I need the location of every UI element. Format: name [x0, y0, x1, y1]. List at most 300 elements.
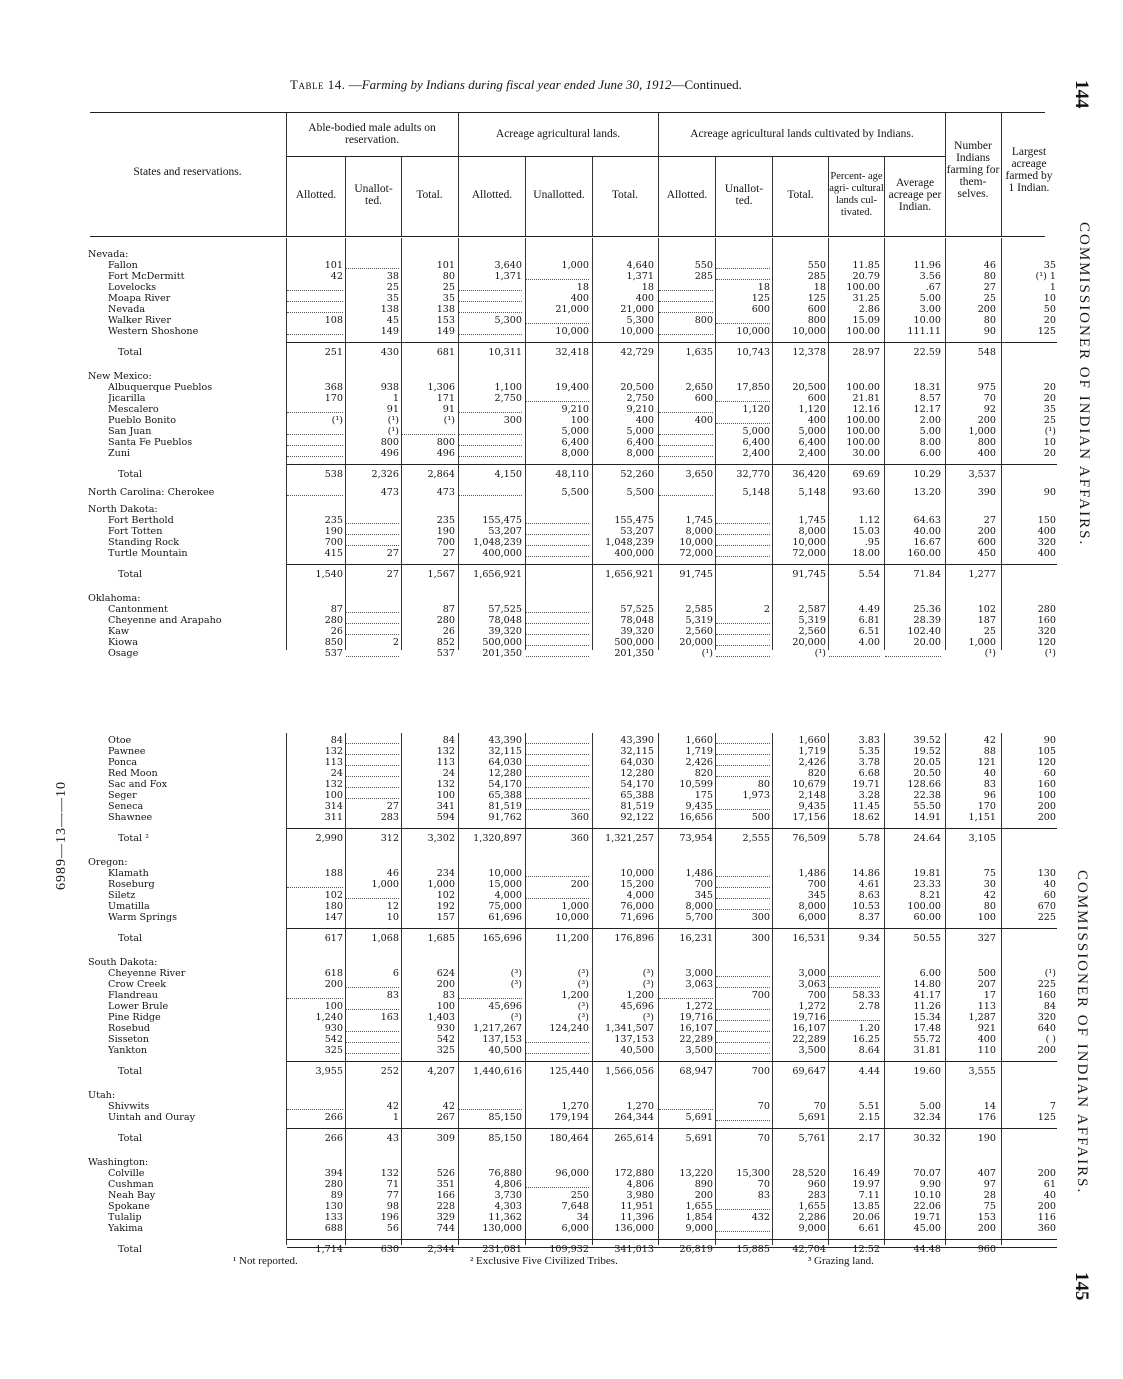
- table-cell: [346, 757, 399, 766]
- table-cell: 8.37: [858, 912, 880, 923]
- table-cell: [459, 282, 522, 291]
- table-cell: 1,000: [968, 426, 996, 437]
- table-cell: 40: [1043, 1190, 1056, 1201]
- table-cell: 100: [1037, 790, 1056, 801]
- table-cell: 594: [436, 812, 455, 823]
- table-cell: 80: [983, 271, 996, 282]
- table-cell: 108: [324, 315, 343, 326]
- table-cell: 53,207: [620, 526, 654, 537]
- table-cell: 200: [1037, 801, 1056, 812]
- table-cell: 149: [380, 326, 399, 337]
- table-cell: 820: [694, 768, 713, 779]
- row-label: Western Shoshone: [108, 326, 199, 337]
- table-row: [0, 1223, 1123, 1234]
- table-cell: 25: [983, 626, 996, 637]
- table-cell: 132: [436, 779, 455, 790]
- row-label: South Dakota:: [88, 957, 158, 968]
- table-cell: 42: [330, 271, 343, 282]
- table-cell: 48,110: [555, 469, 589, 480]
- table-cell: 351: [436, 1179, 455, 1190]
- row-label: Lower Brule: [108, 1001, 169, 1012]
- table-cell: [659, 990, 713, 999]
- table-cell: 2.78: [858, 1001, 880, 1012]
- table-cell: 2.86: [858, 304, 880, 315]
- header-states: States and reservations.: [133, 166, 242, 178]
- table-cell: 46: [386, 868, 399, 879]
- table-cell: 538: [324, 469, 343, 480]
- table-cell: 5,500: [561, 487, 589, 498]
- table-cell: [287, 404, 343, 413]
- table-cell: 309: [436, 1133, 455, 1144]
- table-cell: 125: [751, 293, 770, 304]
- header-rule: [286, 113, 287, 236]
- row-label: Utah:: [88, 1090, 116, 1101]
- table-cell: 87: [330, 604, 343, 615]
- table-cell: [459, 326, 522, 335]
- table-cell: 368: [324, 382, 343, 393]
- table-cell: [716, 415, 770, 424]
- table-cell: 18: [813, 282, 826, 293]
- row-label: Siletz: [108, 890, 136, 901]
- table-cell: 20: [1043, 382, 1056, 393]
- table-cell: 617: [324, 933, 343, 944]
- table-cell: 235: [436, 515, 455, 526]
- table-row: [0, 790, 1123, 801]
- table-cell: 60: [1043, 890, 1056, 901]
- table-cell: 542: [324, 1034, 343, 1045]
- row-label: Mescalero: [108, 404, 159, 415]
- table-cell: 100.00: [846, 282, 880, 293]
- table-cell: 109,932: [549, 1244, 589, 1255]
- table-cell: 201,350: [482, 648, 522, 659]
- table-cell: 200: [977, 304, 996, 315]
- table-cell: 1,719: [685, 746, 713, 757]
- table-cell: 83: [442, 990, 455, 1001]
- table-row: [0, 1023, 1123, 1034]
- table-cell: 6.68: [858, 768, 880, 779]
- table-cell: 1,656,921: [473, 569, 522, 580]
- footnote-2: ² Exclusive Five Civilized Tribes.: [470, 1255, 618, 1267]
- table-cell: 1,403: [427, 1012, 455, 1023]
- row-label: Colville: [108, 1168, 145, 1179]
- table-cell: 130: [1037, 868, 1056, 879]
- table-row: [0, 260, 1123, 271]
- table-cell: [287, 282, 343, 291]
- row-label: Spokane: [108, 1201, 150, 1212]
- table-cell: [526, 735, 589, 744]
- table-cell: 8,000: [685, 526, 713, 537]
- table-cell: 35: [442, 293, 455, 304]
- table-cell: 17,156: [792, 812, 826, 823]
- table-cell: 1,635: [685, 347, 713, 358]
- table-continued: Continued.: [684, 77, 742, 92]
- table-cell: 407: [977, 1168, 996, 1179]
- table-cell: [287, 437, 343, 446]
- row-label: Shivwits: [108, 1101, 150, 1112]
- table-cell: 400: [635, 415, 654, 426]
- table-cell: [716, 1034, 770, 1043]
- table-cell: 25.36: [913, 604, 941, 615]
- table-cell: [402, 426, 455, 435]
- table-cell: 160: [1037, 990, 1056, 1001]
- total-row: [0, 1066, 1123, 1077]
- table-cell: 27: [983, 282, 996, 293]
- table-cell: 1,100: [494, 382, 522, 393]
- table-cell: 64,030: [620, 757, 654, 768]
- table-cell: 18.31: [913, 382, 941, 393]
- table-cell: 600: [807, 304, 826, 315]
- total-row: [0, 833, 1123, 844]
- row-label: Total: [118, 1066, 143, 1077]
- table-cell: [716, 615, 770, 624]
- table-cell: [526, 626, 589, 635]
- table-cell: 496: [380, 448, 399, 459]
- table-cell: (³): [642, 1012, 654, 1023]
- table-cell: 15.03: [852, 526, 880, 537]
- table-cell: 430: [380, 347, 399, 358]
- table-cell: 200: [324, 979, 343, 990]
- table-cell: 3,537: [968, 469, 996, 480]
- table-cell: 155,475: [614, 515, 654, 526]
- table-cell: 1,685: [427, 933, 455, 944]
- table-cell: 73,954: [679, 833, 713, 844]
- table-cell: [346, 515, 399, 524]
- table-cell: [346, 768, 399, 777]
- table-cell: 300: [503, 415, 522, 426]
- table-cell: 150: [1037, 515, 1056, 526]
- table-cell: 2: [392, 637, 399, 648]
- table-cell: 100: [324, 1001, 343, 1012]
- table-cell: 6,400: [798, 437, 826, 448]
- table-cell: 975: [977, 382, 996, 393]
- table-cell: 5,319: [685, 615, 713, 626]
- table-cell: [287, 990, 343, 999]
- table-cell: [829, 979, 880, 988]
- table-cell: [716, 315, 770, 324]
- table-cell: 10,000: [736, 326, 770, 337]
- table-cell: [526, 615, 589, 624]
- table-cell: [346, 1023, 399, 1032]
- table-cell: [526, 637, 589, 646]
- table-cell: 100.00: [846, 426, 880, 437]
- table-row: [0, 1034, 1123, 1045]
- table-row: [0, 426, 1123, 437]
- table-cell: 125: [1037, 1112, 1056, 1123]
- table-cell: 600: [694, 393, 713, 404]
- table-cell: 231,081: [482, 1244, 522, 1255]
- table-cell: 400: [635, 293, 654, 304]
- table-cell: [659, 487, 713, 496]
- table-cell: 1,440,616: [473, 1066, 522, 1077]
- header-percentage: Percent- age agri- cultural lands cul- tivated.: [829, 171, 884, 218]
- table-cell: 153: [977, 1212, 996, 1223]
- table-cell: [716, 271, 770, 280]
- table-cell: 3,063: [798, 979, 826, 990]
- page-number-top: 144: [1071, 80, 1092, 109]
- table-row: [0, 615, 1123, 626]
- row-label: Sisseton: [108, 1034, 149, 1045]
- table-cell: 100: [324, 790, 343, 801]
- table-cell: 100: [570, 415, 589, 426]
- table-cell: 110: [977, 1045, 996, 1056]
- table-row: [0, 1012, 1123, 1023]
- table-cell: [716, 537, 770, 546]
- table-cell: 325: [324, 1045, 343, 1056]
- table-cell: 75: [983, 1201, 996, 1212]
- state-heading-row: [0, 1157, 1123, 1168]
- row-label: Warm Springs: [108, 912, 178, 923]
- table-cell: 1,567: [427, 569, 455, 580]
- table-cell: 312: [380, 833, 399, 844]
- table-cell: 266: [324, 1133, 343, 1144]
- table-cell: 2,560: [798, 626, 826, 637]
- table-cell: 61: [1043, 1179, 1056, 1190]
- table-cell: 89: [330, 1190, 343, 1201]
- table-row: [0, 393, 1123, 404]
- table-cell: 8.57: [919, 393, 941, 404]
- table-cell: 32,115: [488, 746, 522, 757]
- table-cell: 65,388: [488, 790, 522, 801]
- table-cell: 5.00: [919, 426, 941, 437]
- table-row: [0, 526, 1123, 537]
- table-cell: 200: [977, 415, 996, 426]
- header-top-rule: [90, 112, 1045, 113]
- table-cell: 17.48: [913, 1023, 941, 1034]
- header-allotted-1: Allotted.: [295, 189, 337, 201]
- table-cell: 92: [983, 404, 996, 415]
- table-cell: [526, 868, 589, 877]
- table-cell: 102: [436, 890, 455, 901]
- header-largest: Largest acreage farmed by 1 Indian.: [1005, 146, 1053, 194]
- table-row: [0, 437, 1123, 448]
- table-cell: 2,426: [685, 757, 713, 768]
- table-cell: [459, 426, 522, 435]
- total-rule: [287, 464, 1057, 465]
- table-cell: 800: [380, 437, 399, 448]
- row-label: Total: [118, 469, 143, 480]
- table-cell: 22.59: [913, 347, 941, 358]
- row-label: Shawnee: [108, 812, 153, 823]
- table-cell: 15,885: [736, 1244, 770, 1255]
- row-label: Walker River: [108, 315, 171, 326]
- table-cell: 31.25: [852, 293, 880, 304]
- table-cell: 171: [436, 393, 455, 404]
- header-unallotted-3: Unallot- ted.: [724, 183, 764, 207]
- table-cell: [526, 1034, 589, 1043]
- table-cell: 155,475: [482, 515, 522, 526]
- table-cell: 137,153: [614, 1034, 654, 1045]
- table-cell: 5,148: [742, 487, 770, 498]
- table-cell: 157: [436, 912, 455, 923]
- table-cell: 2,344: [427, 1244, 455, 1255]
- table-cell: 20.00: [913, 637, 941, 648]
- table-cell: 2,750: [626, 393, 654, 404]
- row-label: Flandreau: [108, 990, 158, 1001]
- table-cell: 10,000: [488, 868, 522, 879]
- table-cell: 200: [1037, 1201, 1056, 1212]
- table-cell: [287, 304, 343, 313]
- table-cell: 630: [380, 1244, 399, 1255]
- table-row: [0, 537, 1123, 548]
- table-cell: 2,587: [798, 604, 826, 615]
- table-cell: 55.50: [913, 801, 941, 812]
- running-head-top: COMMISSIONER OF INDIAN AFFAIRS.: [1076, 222, 1092, 547]
- table-cell: 200: [1037, 1045, 1056, 1056]
- table-cell: 8,000: [685, 901, 713, 912]
- table-cell: 600: [977, 537, 996, 548]
- table-cell: [526, 548, 589, 557]
- table-cell: 921: [977, 1023, 996, 1034]
- table-cell: 500,000: [614, 637, 654, 648]
- table-cell: [716, 979, 770, 988]
- table-cell: 80: [983, 315, 996, 326]
- table-cell: 1,068: [371, 933, 399, 944]
- table-cell: 960: [807, 1179, 826, 1190]
- row-label: Umatilla: [108, 901, 150, 912]
- table-cell: 1,714: [315, 1244, 343, 1255]
- table-cell: 1,000: [561, 260, 589, 271]
- table-cell: 5,300: [626, 315, 654, 326]
- table-cell: 400: [977, 1034, 996, 1045]
- table-cell: 16,656: [679, 812, 713, 823]
- table-cell: [716, 801, 770, 810]
- table-cell: 6,400: [742, 437, 770, 448]
- table-cell: 64.63: [913, 515, 941, 526]
- table-cell: [659, 404, 713, 413]
- state-heading-row: [0, 249, 1123, 260]
- table-cell: 890: [694, 1179, 713, 1190]
- table-cell: 71: [386, 1179, 399, 1190]
- table-cell: 19,400: [555, 382, 589, 393]
- table-cell: 69,647: [792, 1066, 826, 1077]
- table-cell: 70: [757, 1101, 770, 1112]
- table-row: [0, 812, 1123, 823]
- table-cell: 83: [983, 779, 996, 790]
- table-cell: 1,655: [685, 1201, 713, 1212]
- row-label: Osage: [108, 648, 139, 659]
- header-rule: [525, 157, 526, 236]
- state-heading-row: [0, 857, 1123, 868]
- table-cell: 1,719: [798, 746, 826, 757]
- table-cell: [829, 968, 880, 977]
- table-cell: 325: [436, 1045, 455, 1056]
- table-cell: 149: [436, 326, 455, 337]
- table-cell: 280: [436, 615, 455, 626]
- table-cell: 93.60: [852, 487, 880, 498]
- table-cell: 130,000: [482, 1223, 522, 1234]
- table-cell: 548: [977, 347, 996, 358]
- table-cell: [459, 437, 522, 446]
- table-cell: ( ): [1045, 1034, 1056, 1045]
- table-title: Farming by Indians during fiscal year ended June 30, 1912: [361, 77, 672, 92]
- table-cell: 1,306: [427, 382, 455, 393]
- table-cell: 20: [1043, 393, 1056, 404]
- table-cell: (¹): [701, 648, 713, 659]
- row-label: Pine Ridge: [108, 1012, 161, 1023]
- table-cell: [346, 890, 399, 899]
- table-cell: 100: [436, 1001, 455, 1012]
- table-cell: 100.00: [846, 382, 880, 393]
- table-cell: 18.62: [852, 812, 880, 823]
- table-cell: 360: [570, 812, 589, 823]
- table-cell: 3,640: [494, 260, 522, 271]
- table-cell: [716, 746, 770, 755]
- row-label: Nevada:: [88, 249, 129, 260]
- table-cell: 2,326: [371, 469, 399, 480]
- table-cell: 311: [324, 812, 343, 823]
- table-cell: [346, 779, 399, 788]
- table-cell: 4.49: [858, 604, 880, 615]
- table-cell: 16,531: [792, 933, 826, 944]
- table-cell: 30.00: [852, 448, 880, 459]
- table-cell: 5.51: [858, 1101, 880, 1112]
- table-cell: 4,303: [494, 1201, 522, 1212]
- header-rule: [401, 157, 402, 236]
- table-cell: (¹): [1044, 426, 1056, 437]
- row-label: Total: [118, 569, 143, 580]
- table-cell: [659, 437, 713, 446]
- table-row: [0, 293, 1123, 304]
- table-cell: 18: [641, 282, 654, 293]
- table-cell: 1,371: [626, 271, 654, 282]
- table-cell: 5,148: [798, 487, 826, 498]
- table-cell: 16.67: [913, 537, 941, 548]
- table-cell: 18: [576, 282, 589, 293]
- table-cell: 12,378: [792, 347, 826, 358]
- table-cell: 8.21: [919, 890, 941, 901]
- table-cell: (¹): [984, 648, 996, 659]
- table-cell: 1,371: [494, 271, 522, 282]
- table-cell: 50.55: [913, 933, 941, 944]
- table-cell: 800: [694, 315, 713, 326]
- table-cell: 111.11: [907, 326, 941, 337]
- table-cell: 19.97: [852, 1179, 880, 1190]
- table-cell: 688: [324, 1223, 343, 1234]
- row-label: Seneca: [108, 801, 144, 812]
- table-cell: 128.66: [907, 779, 941, 790]
- table-cell: 31.81: [913, 1045, 941, 1056]
- row-label: Turtle Mountain: [108, 548, 188, 559]
- table-cell: 190: [977, 1133, 996, 1144]
- table-cell: 1,660: [798, 735, 826, 746]
- table-cell: [346, 979, 399, 988]
- row-label: Total ²: [118, 833, 149, 844]
- table-cell: 283: [380, 812, 399, 823]
- table-cell: 35: [1043, 260, 1056, 271]
- table-cell: 670: [1037, 901, 1056, 912]
- table-cell: 5,000: [561, 426, 589, 437]
- table-cell: 60.00: [913, 912, 941, 923]
- table-cell: 60: [1043, 768, 1056, 779]
- table-cell: 16,231: [679, 933, 713, 944]
- table-cell: 20,000: [679, 637, 713, 648]
- header-rule: [772, 157, 773, 236]
- table-cell: [716, 526, 770, 535]
- footnote-1: ¹ Not reported.: [233, 1255, 298, 1267]
- table-cell: 4,150: [494, 469, 522, 480]
- table-cell: 42: [983, 735, 996, 746]
- table-cell: 500,000: [482, 637, 522, 648]
- total-rule: [287, 564, 1057, 565]
- table-cell: 1,217,267: [473, 1023, 522, 1034]
- table-row: [0, 1201, 1123, 1212]
- table-cell: 50: [1043, 304, 1056, 315]
- table-cell: 124,240: [549, 1023, 589, 1034]
- table-cell: 27: [386, 569, 399, 580]
- table-row: [0, 779, 1123, 790]
- table-cell: (¹): [443, 415, 455, 426]
- table-cell: 6,400: [561, 437, 589, 448]
